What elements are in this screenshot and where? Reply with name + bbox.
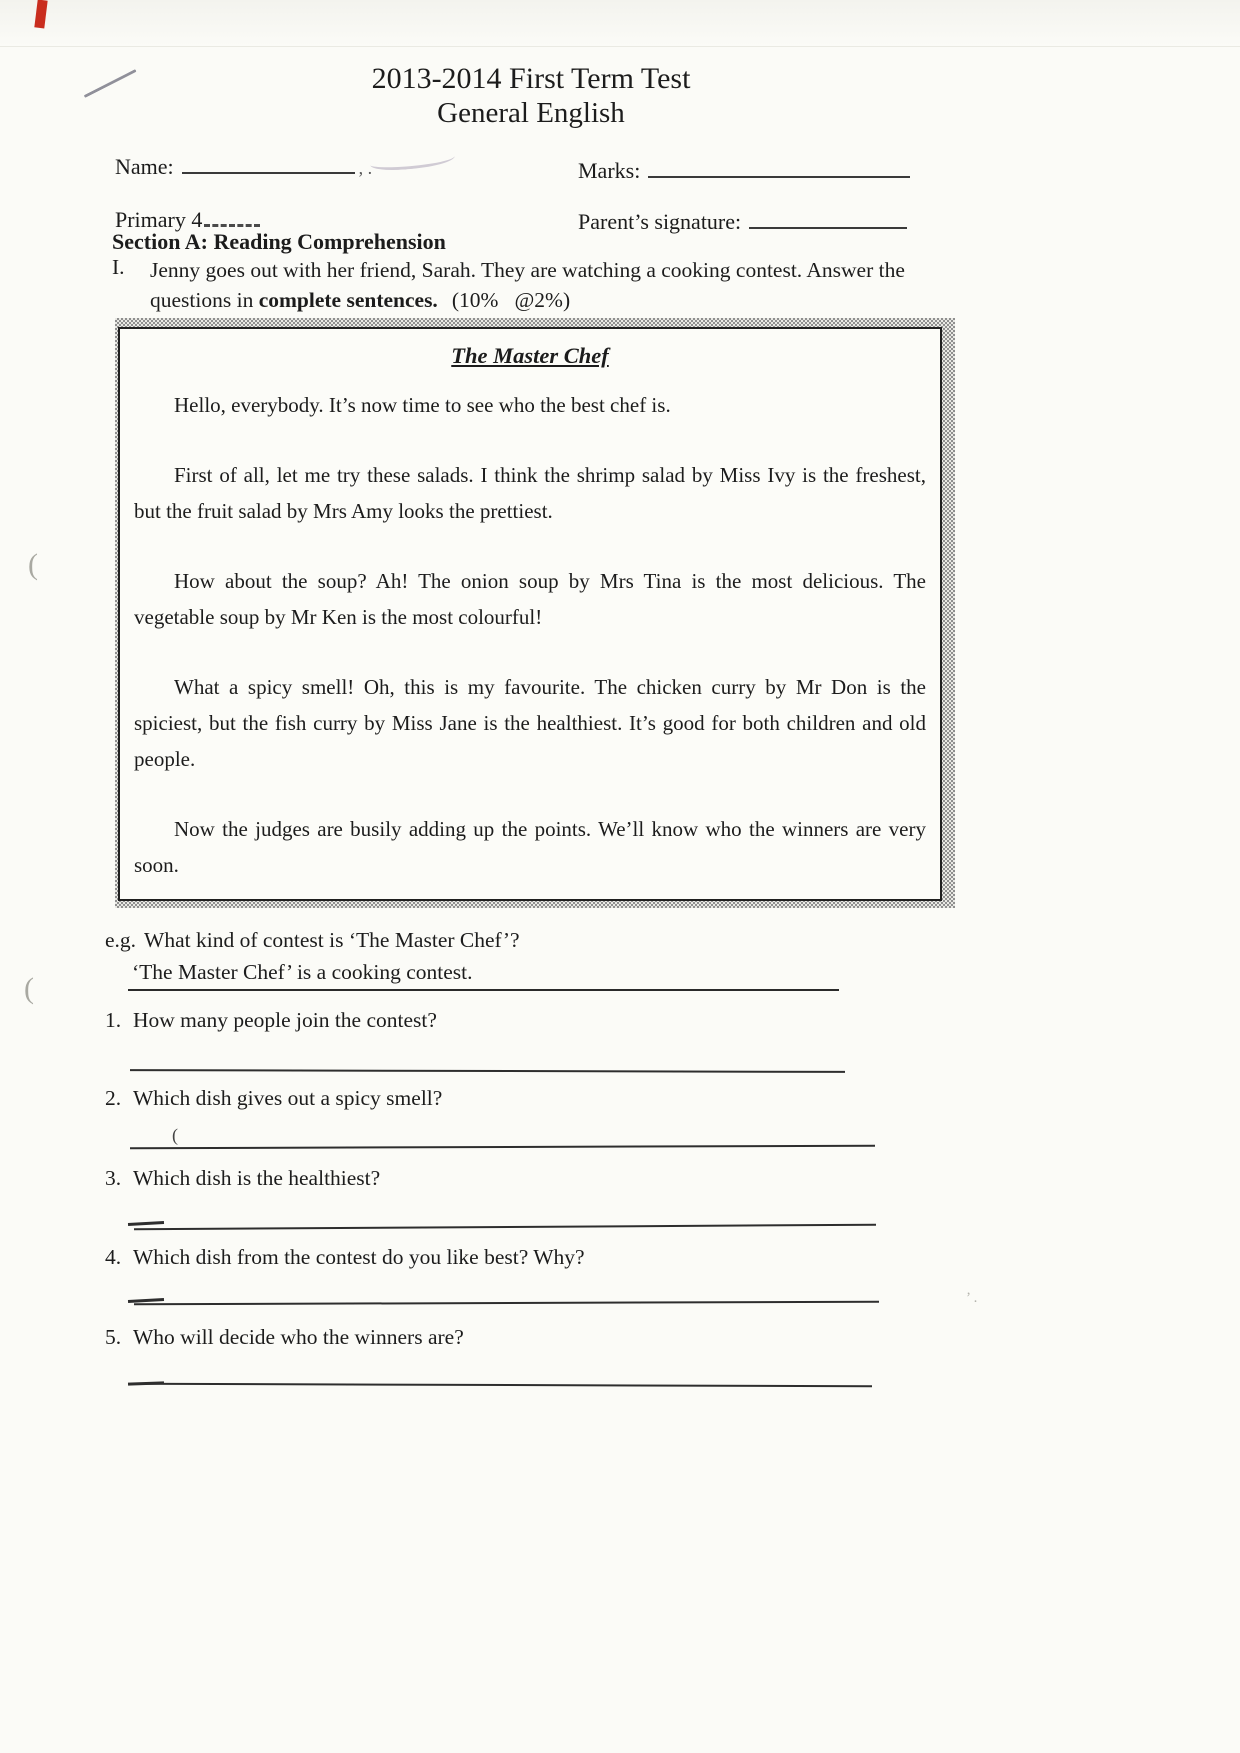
question-row	[105, 1008, 437, 1033]
passage-body	[134, 387, 926, 883]
answer-blank-line	[130, 1069, 845, 1073]
score-note: (10% @2%)	[451, 288, 571, 312]
answer-blank-line	[134, 1383, 872, 1388]
question-row	[105, 1086, 442, 1111]
passage-paragraph: First of all, let me try these salads. I think the shrimp salad by Miss Ivy is the freshest, but the fruit salad by Mrs Amy looks the prettiest.	[134, 463, 926, 523]
name-label: Name:	[115, 154, 174, 179]
question-text: Which dish gives out a spicy smell?	[133, 1086, 443, 1110]
pen-dash-mark	[128, 1221, 164, 1226]
example-question: What kind of contest is ‘The Master Chef’?	[144, 928, 520, 952]
passage-paragraph: Now the judges are busily adding up the points. We’ll know who the winners are very soon.	[134, 817, 926, 877]
question-text: Which dish is the healthiest?	[133, 1166, 381, 1190]
marks-blank-line	[648, 152, 910, 178]
question-number: 3.	[105, 1166, 122, 1190]
question-text: Which dish from the contest do you like best? Why?	[133, 1245, 585, 1269]
class-label: Primary 4	[115, 207, 203, 232]
document-title	[0, 62, 1062, 130]
question-row	[105, 1245, 585, 1270]
example-answer-text: ‘The Master Chef’ is a cooking contest.	[132, 960, 473, 984]
question-row	[105, 1325, 464, 1350]
question-text: Who will decide who the winners are?	[133, 1325, 464, 1349]
scan-specks: ’ .	[966, 1290, 978, 1306]
instructions-line-2	[150, 285, 950, 315]
section-numeral: I.	[112, 255, 125, 279]
passage-box	[115, 318, 955, 908]
binding-mark: (	[24, 972, 34, 1005]
instructions-bold-phrase: complete sentences.	[258, 288, 438, 312]
question-text: How many people join the contest?	[133, 1008, 437, 1032]
passage-title: The Master Chef	[451, 343, 609, 368]
name-blank-line	[182, 148, 355, 174]
parent-signature-row	[578, 203, 907, 235]
answer-blank-line	[134, 1224, 876, 1231]
pen-squiggle-mark	[370, 149, 456, 172]
marks-field-row	[578, 152, 910, 184]
scan-edge-shadow	[0, 0, 1240, 47]
passage-paragraph: What a spicy smell! Oh, this is my favourite. The chicken curry by Mr Don is the spiciest, but the fish curry by Miss Jane is the healthiest. It’s good for both children and old people.	[134, 675, 926, 771]
example-label: e.g.	[105, 928, 137, 952]
question-number: 2.	[105, 1086, 122, 1110]
section-heading: Section A: Reading Comprehension	[112, 229, 446, 254]
passage-paragraph: Hello, everybody. It’s now time to see who the best chef is.	[174, 393, 671, 417]
passage-box-inner	[118, 327, 942, 901]
example-answer-line	[128, 960, 839, 991]
class-blank-line	[204, 200, 260, 227]
pen-mark: , .	[358, 158, 373, 178]
answer-blank-line	[130, 1145, 875, 1150]
pen-dash-mark	[128, 1298, 164, 1303]
passage-paragraph: How about the soup? Ah! The onion soup by Mrs Tina is the most delicious. The vegetable soup by Mr Ken is the most colourful!	[134, 569, 926, 629]
title-line-1: 2013-2014 First Term Test	[371, 62, 691, 95]
question-number: 5.	[105, 1325, 122, 1349]
section-instructions	[150, 255, 950, 315]
question-number: 4.	[105, 1245, 122, 1269]
instructions-line-2-pre: questions in	[150, 288, 259, 312]
question-number: 1.	[105, 1008, 122, 1032]
answer-blank-line	[134, 1301, 879, 1306]
question-row	[105, 1166, 380, 1191]
example-question-row	[105, 928, 520, 953]
parent-signature-label: Parent’s signature:	[578, 209, 742, 234]
pen-mark: (	[172, 1125, 178, 1145]
marks-label: Marks:	[578, 158, 641, 183]
parent-signature-blank-line	[749, 203, 907, 229]
instructions-line-1: Jenny goes out with her friend, Sarah. They are watching a cooking contest. Answer the	[150, 258, 905, 282]
binding-mark: (	[28, 548, 38, 581]
name-field-row	[115, 148, 372, 180]
title-line-2: General English	[437, 97, 625, 129]
